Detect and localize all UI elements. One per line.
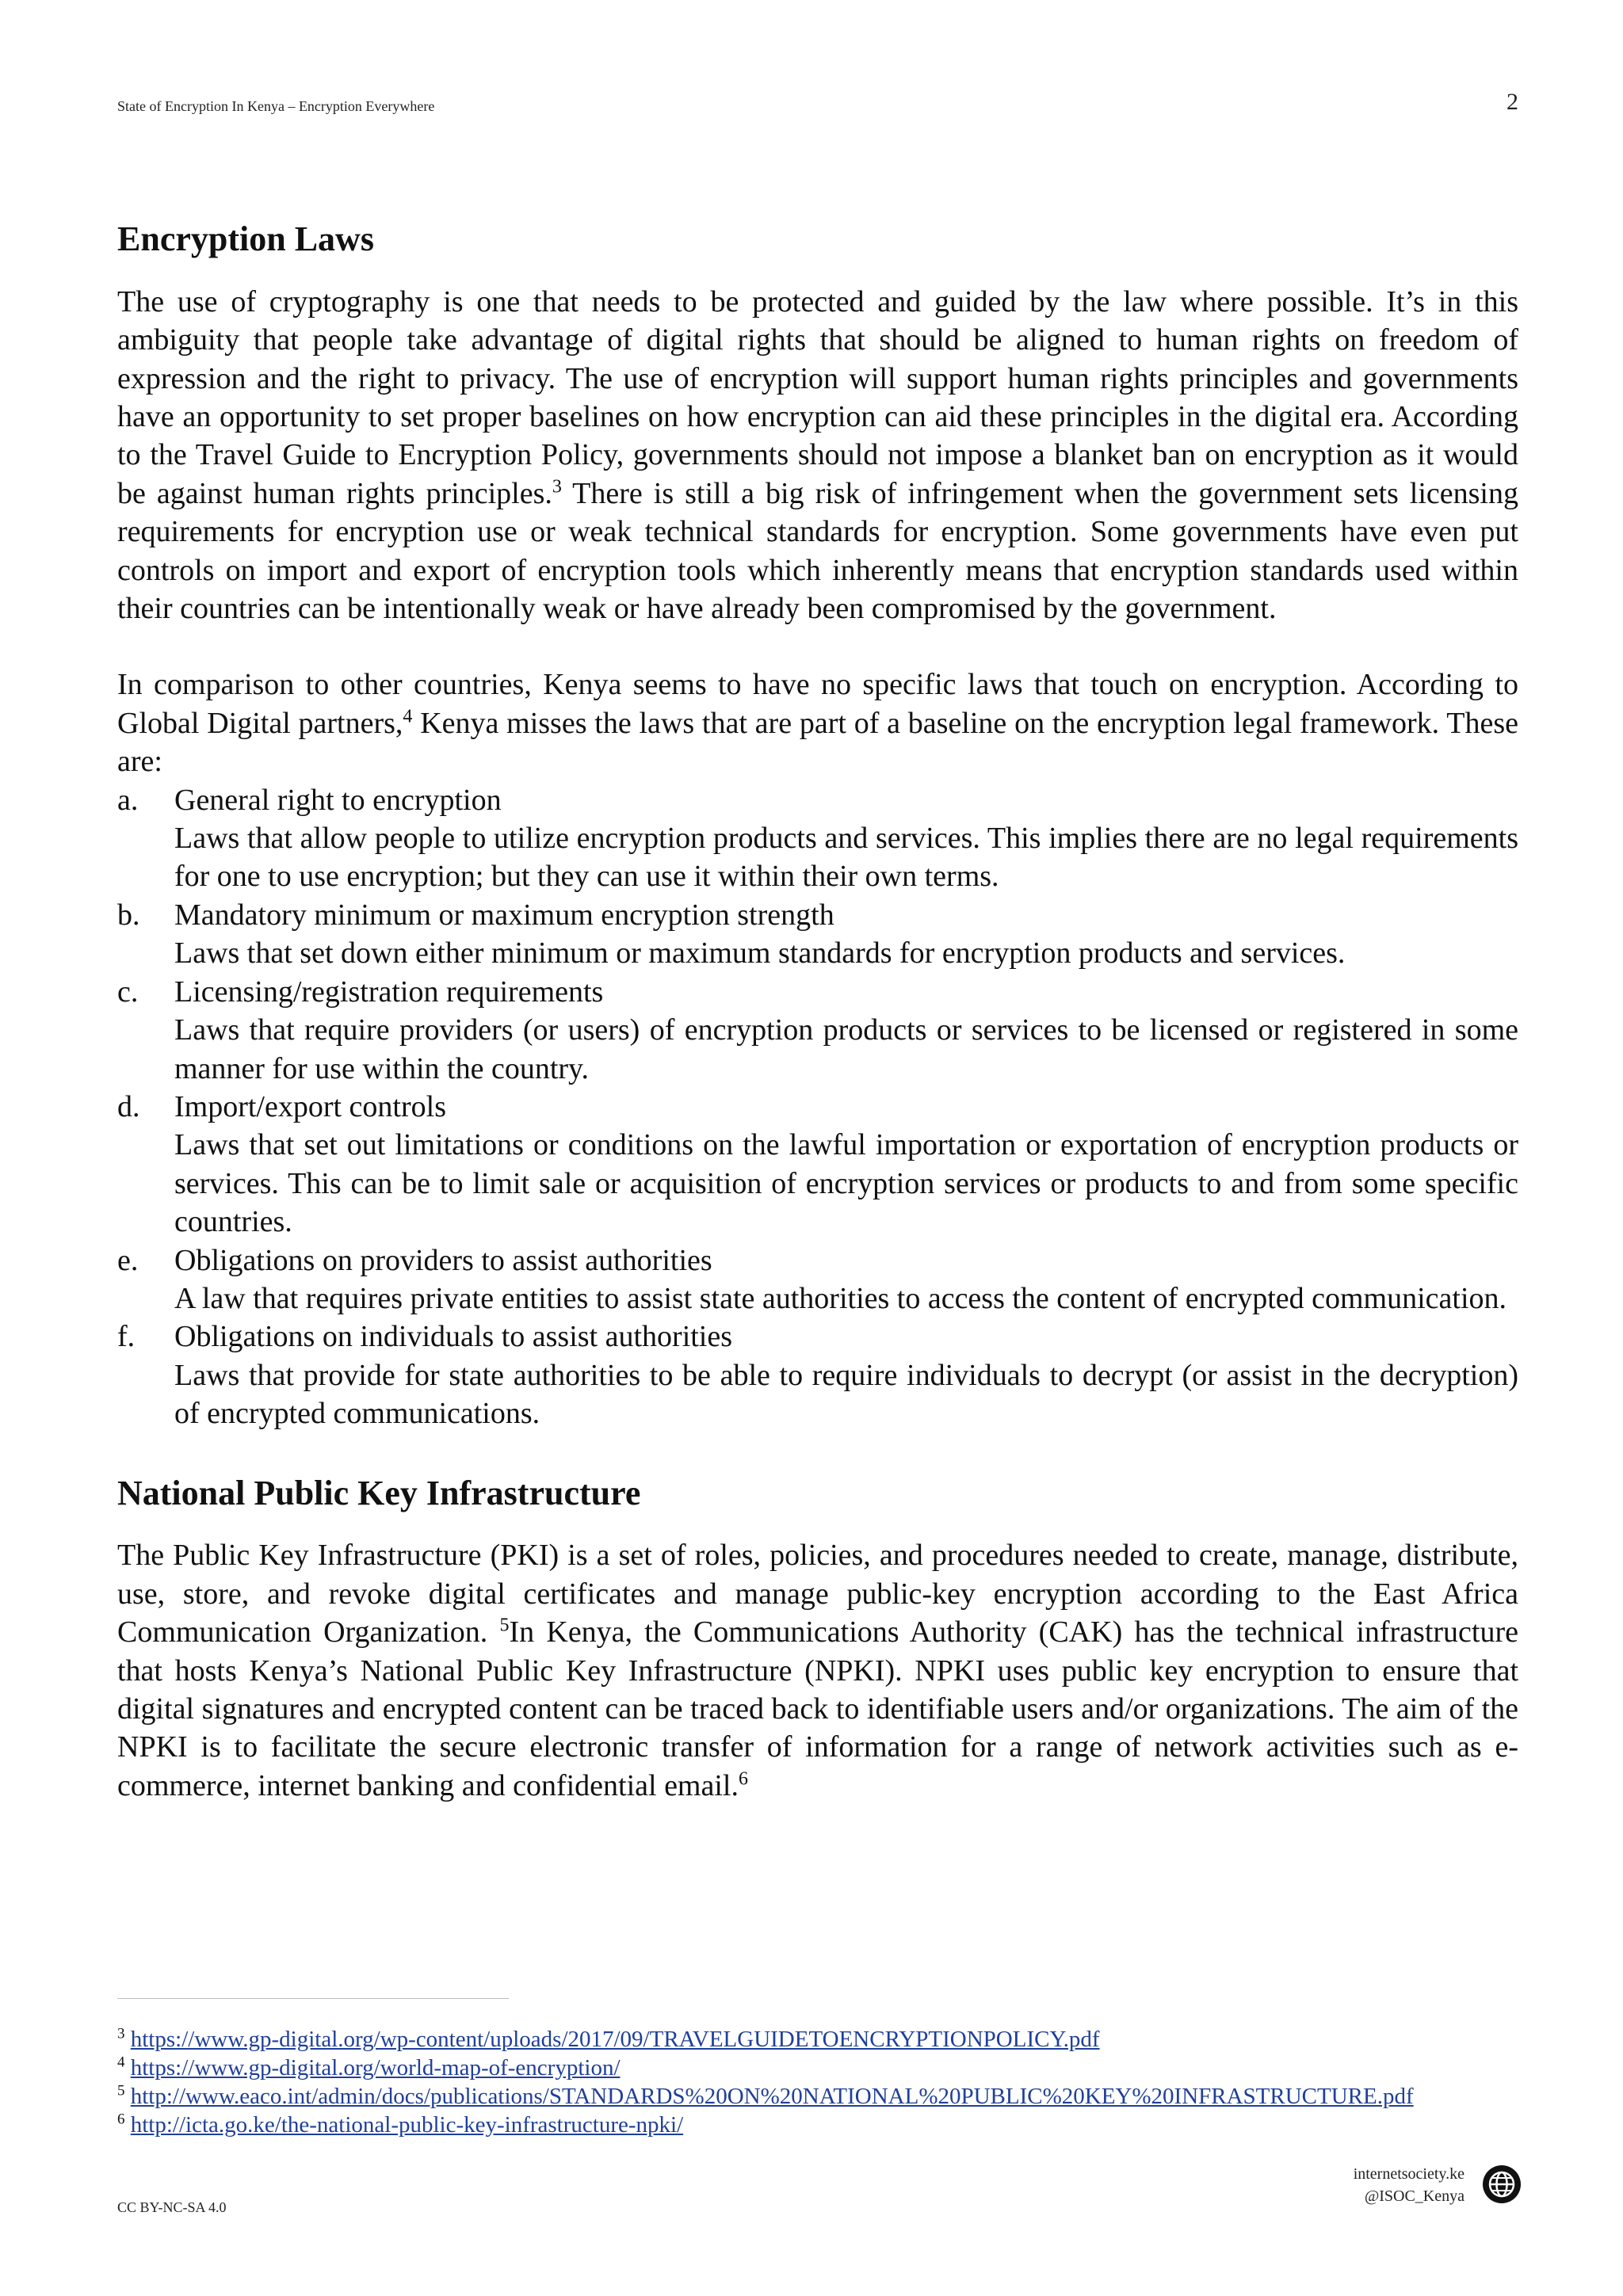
list-marker: a. — [117, 783, 139, 817]
isoc-globe-icon — [1482, 2164, 1522, 2204]
list-item-title: Import/export controls — [174, 1089, 446, 1123]
list-marker: c. — [117, 974, 139, 1009]
list-marker: b. — [117, 898, 140, 932]
paragraph-npki — [117, 1536, 1518, 1805]
list-item — [117, 896, 1518, 973]
footnote-link[interactable]: https://www.gp-digital.org/wp-content/uploads/2017/09/TRAVELGUIDETOENCRYPTIONPOLICY.pdf — [130, 2027, 1100, 2052]
footnote-4 — [117, 2054, 1528, 2082]
footnote-ref-4[interactable]: 4 — [403, 706, 413, 727]
paragraph-kenya-comparison — [117, 666, 1518, 780]
list-item-description: Laws that allow people to utilize encryption products and services. This implies there are no legal requirements for one to use encryption; but they can use it within their own terms. — [174, 822, 1518, 894]
footnote-link[interactable]: http://www.eaco.int/admin/docs/publications/STANDARDS%20ON%20NATIONAL%20PUBLIC%20KEY%20INFRASTRUCTURE.pdf — [130, 2084, 1414, 2109]
list-marker: f. — [117, 1320, 136, 1354]
footnote-5 — [117, 2082, 1528, 2111]
list-marker: d. — [117, 1089, 140, 1123]
running-header-title: State of Encryption In Kenya – Encryption Everywhere — [117, 98, 435, 114]
footnote-link[interactable]: https://www.gp-digital.org/world-map-of-encryption/ — [130, 2055, 621, 2081]
footnotes — [117, 2025, 1528, 2139]
encryption-laws-list — [117, 781, 1518, 1433]
footnote-link[interactable]: http://icta.go.ke/the-national-public-key-infrastructure-npki/ — [130, 2112, 684, 2138]
list-item-description: Laws that provide for state authorities to be able to require individuals to decrypt (or assist in the decryption) of encrypted communications. — [174, 1358, 1518, 1431]
paragraph-text: The Public Key Infrastructure (PKI) is a set of roles, policies, and procedures needed to create, manage, distribute, use, store, and revoke digital certificates and manage public-key encryption according to the East Africa Communication Organization. — [117, 1539, 1518, 1650]
footnote-3 — [117, 2025, 1528, 2054]
list-marker: e. — [117, 1243, 139, 1277]
list-item-description: Laws that set down either minimum or maximum standards for encryption products and services. — [174, 936, 1346, 971]
footer-contact — [1354, 2163, 1465, 2207]
section-heading-encryption-laws: Encryption Laws — [117, 219, 374, 258]
list-item-title: Obligations on individuals to assist authorities — [174, 1320, 733, 1354]
footer-site[interactable]: internetsociety.ke — [1353, 2165, 1465, 2183]
paragraph-text: In comparison to other countries, Kenya seems to have no specific laws that touch on encryption. According to Global Digital partners, — [117, 668, 1518, 740]
page-content — [117, 219, 1518, 1843]
paragraph-encryption-laws-intro — [117, 283, 1518, 628]
footer-handle[interactable]: @ISOC_Kenya — [1364, 2187, 1465, 2205]
footnote-6 — [117, 2111, 1528, 2139]
section-heading-npki: National Public Key Infrastructure — [117, 1473, 641, 1512]
footnote-ref-5[interactable]: 5 — [499, 1615, 510, 1636]
list-item — [117, 973, 1518, 1088]
footnote-ref-6[interactable]: 6 — [738, 1768, 748, 1790]
footnote-number: 4 — [117, 2054, 125, 2071]
list-item-description: Laws that set out limitations or conditions on the lawful importation or exportation of encryption products or services. This can be to limit sale or acquisition of encryption services or products to and from some specific countries. — [174, 1128, 1518, 1239]
footnote-divider — [117, 1998, 509, 1999]
list-item-description: A law that requires private entities to assist state authorities to access the content of encrypted communication. — [174, 1281, 1507, 1315]
list-item-title: Licensing/registration requirements — [174, 974, 604, 1009]
paragraph-text: In Kenya, the Communications Authority (CAK) has the technical infrastructure that hosts Kenya’s National Public Key Infrastructure (NPKI). NPKI uses public key encryption to ensure that digital signatures and encrypted content can be traced back to identifiable users and/or organizations. The aim of the NPKI is to facilitate the secure electronic transfer of information for a range of network activities such as e-commerce, internet banking and confidential email. — [117, 1615, 1518, 1802]
list-item-title: General right to encryption — [174, 783, 502, 817]
list-item — [117, 1088, 1518, 1241]
license-label: CC BY-NC-SA 4.0 — [117, 2199, 227, 2215]
list-item-title: Obligations on providers to assist authorities — [174, 1243, 712, 1277]
footnote-number: 5 — [117, 2082, 125, 2100]
list-item — [117, 1318, 1518, 1432]
paragraph-text: The use of cryptography is one that needs to be protected and guided by the law where possible. It’s in this ambiguity that people take advantage of digital rights that should be aligned to human rights on freedom of expression and the right to privacy. The use of encryption will support human rights principles and governments have an opportunity to set proper baselines on how encryption can aid these principles in the digital era. According to the Travel Guide to Encryption Policy, governments should not impose a blanket ban on encryption as it would be against human rights principles. — [117, 284, 1518, 510]
paragraph-text: Kenya misses the laws that are part of a baseline on the encryption legal framework. These are: — [117, 706, 1518, 779]
footnote-number: 3 — [117, 2025, 125, 2042]
list-item-title: Mandatory minimum or maximum encryption strength — [174, 898, 834, 932]
paragraph-text: There is still a big risk of infringement when the government sets licensing requirements for encryption use or weak technical standards for encryption. Some governments have even put controls on import and export of encryption tools which inherently means that encryption standards used within their countries can be intentionally weak or have already been compromised by the government. — [117, 476, 1518, 626]
footnote-ref-3[interactable]: 3 — [552, 476, 562, 498]
list-item — [117, 1241, 1518, 1318]
list-item-description: Laws that require providers (or users) of encryption products or services to be licensed or registered in some manner for use within the country. — [174, 1013, 1518, 1085]
page-number: 2 — [1507, 89, 1518, 115]
list-item — [117, 781, 1518, 896]
footnote-number: 6 — [117, 2111, 125, 2128]
